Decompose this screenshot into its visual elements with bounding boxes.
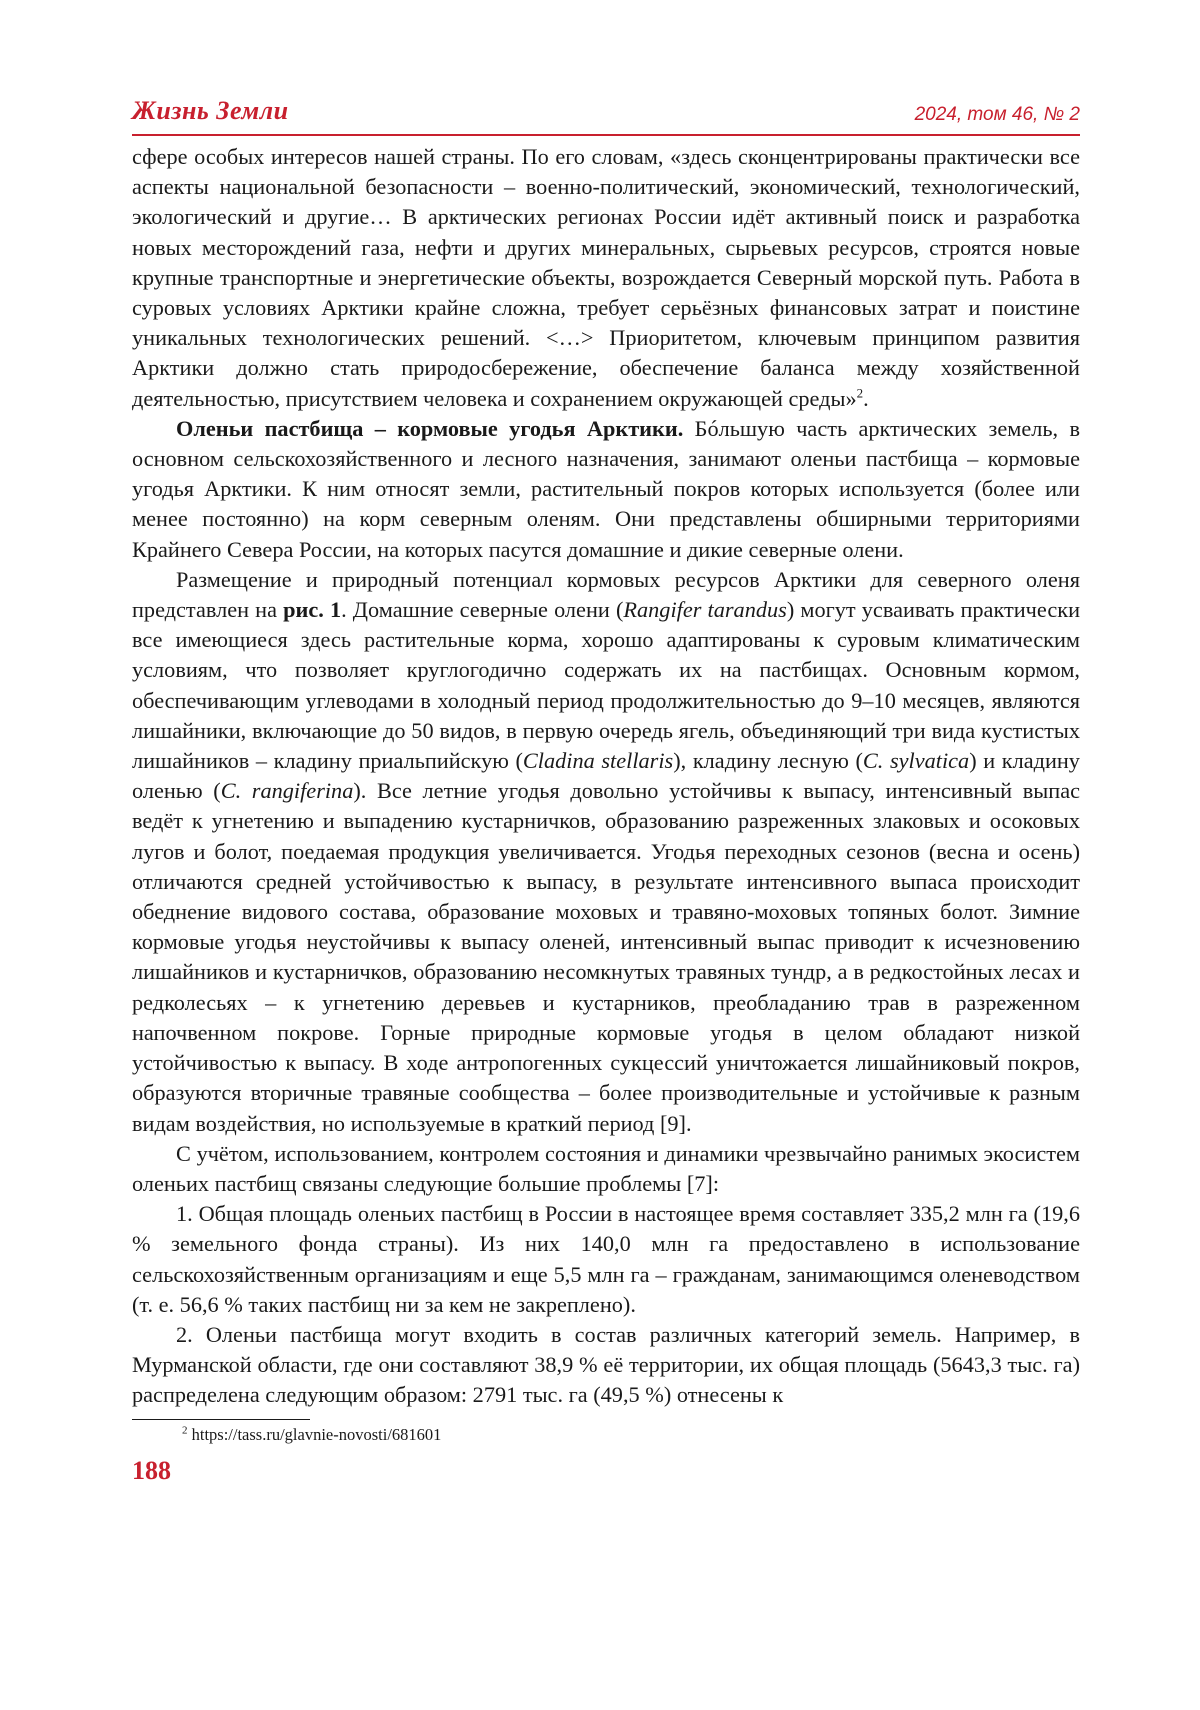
paragraph-end: . xyxy=(863,385,869,411)
paragraph-text: ) и кладину оленью ( xyxy=(132,748,1080,804)
page-number: 188 xyxy=(132,1455,171,1485)
species-name: Cladina stellaris xyxy=(522,748,674,774)
paragraph-text: ) могут усваивать практически все имеющиеся здесь растительные корма, хорошо адаптированы к суровым климатическим условиям, что позволяет круглогодично содержать их на пастбищах. Основным кормом, обеспечивающим углеводами в холодный период продолжительностью до 9–10 месяцев, являются лишайники, включающие до 50 видов, в первую очередь ягель, объединяющий три вида кустистых лишайников – кладину приальпийскую ( xyxy=(132,597,1081,774)
paragraph-text: ), кладину лесную ( xyxy=(673,748,863,774)
paragraph-text: сфере особых интересов нашей страны. По его словам, «здесь сконцентрированы практически все аспекты национальной безопасности – военно-политический, экономический, технологический, экологический и другие… В арктических регионах России идёт активный поиск и разработка новых месторождений газа, нефти и других минеральных, сырьевых ресурсов, строятся новые крупные транспортные и энергетические объекты, возрождается Северный морской путь. Работа в суровых условиях Арктики крайне сложна, требует серьёзных финансовых затрат и поистине уникальных технологических решений. <…> Приоритетом, ключевым принципом развития Арктики должно стать природосбережение, обеспечение баланса между хозяйственной деятельностью, присутствием человека и сохранением окружающей среды» xyxy=(132,144,1080,411)
footnote-reference[interactable]: 2 xyxy=(856,385,864,401)
paragraph-text: ). Все летние угодья довольно устойчивы к выпасу, интенсивный выпас ведёт к угнетению и выпадению кустарничков, образованию разреженных злаковых и осоковых лугов и болот, поедаемая продукция увеличивается. Угодья переходных сезонов (весна и осень) отличаются средней устойчивостью к выпасу, в результате интенсивного выпаса происходит обеднение видового состава, образование моховых и травяно-моховых топяных болот. Зимние кормовые угодья неустойчивы к выпасу оленей, интенсивный выпас приводит к исчезновению лишайников и кустарничков, образованию несомкнутых травяных тундр, а в редкостойных лесах и редколесьях – к угнетению деревьев и кустарников, преобладанию трав в разреженном напочвенном покрове. Горные природные кормовые угодья в целом обладают низкой устойчивостью к выпасу. В ходе антропогенных сукцессий уничтожается лишайниковый покров, образуются вторичные травяные сообщества – более производительные и устойчивые к разным видам воздействия, но используемые в краткий период [9]. xyxy=(132,778,1080,1136)
journal-page xyxy=(132,98,1080,1486)
paragraph-problems-intro: С учётом, использованием, контролем состояния и динамики чрезвычайно ранимых экосистем оленьих пастбищ связаны следующие большие проблемы [7]: xyxy=(132,1140,1080,1196)
species-name: Rangifer tarandus xyxy=(623,597,787,623)
paragraph-feed-resources xyxy=(132,565,1080,1139)
footnote-divider xyxy=(132,1419,310,1420)
paragraph-reindeer-pastures xyxy=(132,414,1080,565)
issue-info: 2024, том 46, № 2 xyxy=(914,104,1080,125)
section-heading: Оленьи пастбища – кормовые угодья Арктики. xyxy=(176,415,684,441)
paragraph-text: . Домашние северные олени ( xyxy=(341,597,624,623)
paragraph-quote-continuation xyxy=(132,142,1080,414)
paragraph-problem-1: 1. Общая площадь оленьих пастбищ в России в настоящее время составляет 335,2 млн га (19,6 % земельного фонда страны). Из них 140,0 млн га предоставлено в использование сельскохозяйственным организациям и еще 5,5 млн га – гражданам, занимающимся оленеводством (т. е. 56,6 % таких пастбищ ни за кем не закреплено). xyxy=(132,1201,1080,1317)
paragraph-text: Бóльшую часть арктических земель, в основном сельскохозяйственного и лесного назначения, занимают оленьи пастбища – кормовые угодья Арктики. К ним относят земли, растительный покров которых используется (более или менее постоянно) на корм северным оленям. Они представлены обширными территориями Крайнего Севера России, на которых пасутся домашние и дикие северные олени. xyxy=(132,415,1081,562)
species-name: C. sylvatica xyxy=(862,748,970,774)
species-name: C. rangiferina xyxy=(220,778,354,804)
running-header xyxy=(132,98,1080,136)
figure-reference[interactable]: рис. 1 xyxy=(283,597,342,623)
paragraph-text: Размещение и природный потенциал кормовых ресурсов Арктики для северного оленя представлен на xyxy=(132,566,1080,623)
footnote xyxy=(132,1424,1080,1446)
paragraph-problem-2: 2. Оленьи пастбища могут входить в состав различных категорий земель. Например, в Мурманской области, где они составляют 38,9 % её территории, их общая площадь (5643,3 тыс. га) распределена следующим образом: 2791 тыс. га (49,5 %) отнесены к xyxy=(132,1321,1080,1408)
footnote-number: 2 xyxy=(182,1424,188,1437)
footnote-link[interactable]: https://tass.ru/glavnie-novosti/681601 xyxy=(187,1424,442,1444)
article-body xyxy=(132,142,1080,1411)
journal-logo: Жизнь Земли xyxy=(132,96,289,125)
